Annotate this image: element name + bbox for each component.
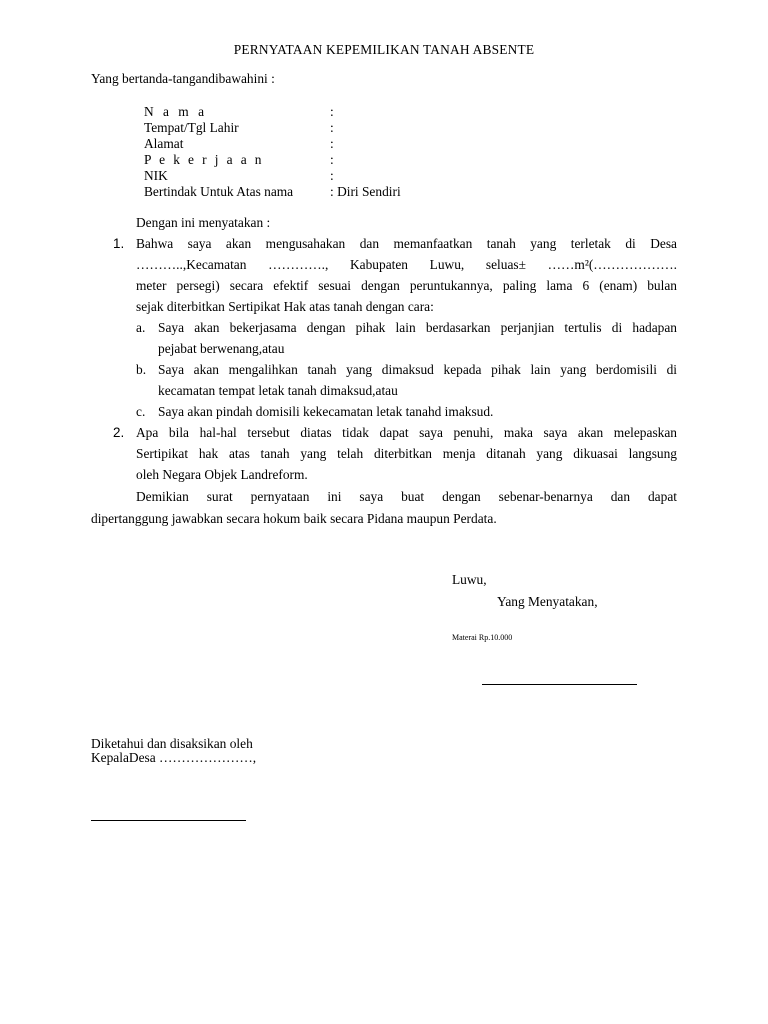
witness-line-1: Diketahui dan disaksikan oleh: [91, 736, 253, 751]
identity-row-nik: [144, 168, 444, 184]
intro-text: Yang bertanda-tangandibawahini :: [91, 71, 275, 86]
sub-b-line-2: kecamatan tempat letak tanah dimaksud,atau: [158, 383, 398, 398]
sub-a-line-2: pejabat berwenang,atau: [158, 341, 285, 356]
item-2-line-2: Sertipikat hak atas tanah yang telah diterbitkan menja ditanah yang dikuasai langsung: [136, 446, 677, 461]
item-number: 2.: [113, 425, 125, 440]
sub-b-line-1: Saya akan mengalihkan tanah yang dimaksud kepada pihak lain yang berdomisili di: [158, 362, 677, 377]
item-number: 1.: [113, 236, 125, 251]
sub-item-letter: c.: [136, 404, 146, 419]
identity-value: :: [330, 136, 334, 151]
sub-c-line-1: Saya akan pindah domisili kekecamatan letak tanahd imaksud.: [158, 404, 494, 419]
witness-line-2: KepalaDesa …………………,: [91, 750, 257, 765]
signature-place: Luwu,: [452, 572, 487, 587]
identity-row-ttl: [144, 120, 444, 136]
item-2-line-3: oleh Negara Objek Landreform.: [136, 467, 308, 482]
statement-intro: Dengan ini menyatakan :: [136, 215, 271, 230]
identity-row-alamat: [144, 136, 444, 152]
identity-row-atas-nama: [144, 184, 444, 200]
closing-line-1: Demikian surat pernyataan ini saya buat dengan sebenar-benarnya dan dapat: [136, 489, 677, 504]
identity-row-nama: [144, 104, 444, 120]
identity-value: :: [330, 168, 334, 183]
identity-value: :: [330, 104, 334, 119]
identity-label: Alamat: [144, 136, 184, 151]
identity-label: N a m a: [144, 104, 208, 119]
identity-label: NIK: [144, 168, 168, 183]
signature-role: Yang Menyatakan,: [497, 594, 598, 609]
identity-value: : Diri Sendiri: [330, 184, 401, 199]
identity-row-pekerjaan: [144, 152, 444, 168]
identity-value: :: [330, 120, 334, 135]
identity-value: :: [330, 152, 334, 167]
signature-line: [482, 684, 637, 685]
item-1-line-4: sejak diterbitkan Sertipikat Hak atas tanah dengan cara:: [136, 299, 434, 314]
item-1-line-1: Bahwa saya akan mengusahakan dan memanfaatkan tanah yang terletak di Desa: [136, 236, 677, 251]
sub-item-letter: b.: [136, 362, 147, 377]
witness-signature-line: [91, 820, 246, 821]
item-1-line-3: meter persegi) secara efektif sesuai dengan peruntukannya, paling lama 6 (enam) bulan: [136, 278, 677, 293]
document-title: PERNYATAAN KEPEMILIKAN TANAH ABSENTE: [233, 42, 535, 57]
identity-label: Bertindak Untuk Atas nama: [144, 184, 294, 199]
stamp-duty-label: Materai Rp.10.000: [452, 633, 513, 642]
sub-item-letter: a.: [136, 320, 146, 335]
identity-label: Tempat/Tgl Lahir: [144, 120, 239, 135]
sub-a-line-1: Saya akan bekerjasama dengan pihak lain berdasarkan perjanjian tertulis di hadapan: [158, 320, 677, 335]
item-2-line-1: Apa bila hal-hal tersebut diatas tidak dapat saya penuhi, maka saya akan melepaskan: [136, 425, 677, 440]
item-1-line-2: ………..,Kecamatan …………., Kabupaten Luwu, seluas± ……m²(……………….: [136, 257, 677, 272]
identity-label: P e k e r j a a n: [144, 152, 264, 167]
closing-line-2: dipertanggung jawabkan secara hokum baik secara Pidana maupun Perdata.: [91, 511, 497, 526]
